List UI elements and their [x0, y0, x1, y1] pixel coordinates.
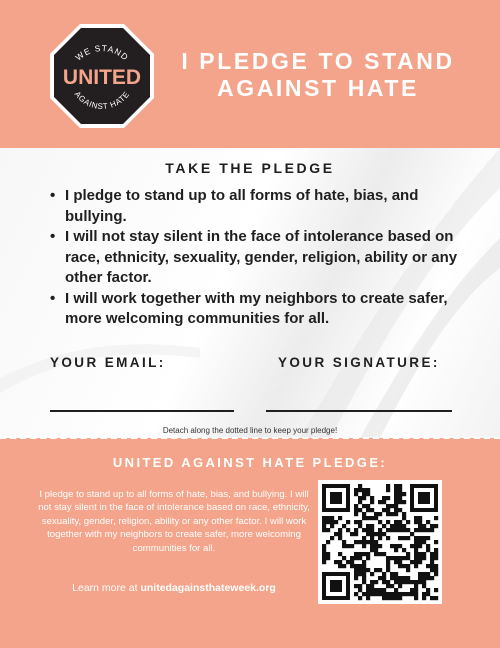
detach-note: Detach along the dotted line to keep your pledge!: [162, 426, 338, 435]
title-line-2: AGAINST HATE: [217, 75, 419, 101]
detach-dotted-line: [0, 437, 500, 439]
card-title: UNITED AGAINST HATE PLEDGE:: [112, 455, 388, 470]
united-logo-octagon: [48, 22, 156, 130]
email-field[interactable]: [50, 410, 234, 412]
qr-code-icon[interactable]: [318, 480, 442, 604]
signature-label: YOUR SIGNATURE:: [278, 355, 440, 370]
learn-more-prefix: Learn more at: [72, 582, 141, 594]
logo-bottom-text: AGAINST HATE: [72, 89, 132, 112]
pledge-card: [0, 440, 500, 648]
learn-more: [38, 582, 310, 594]
signature-field[interactable]: [266, 410, 452, 412]
page-title: [168, 48, 468, 102]
pledge-item: • I will not stay silent in the face of intolerance based on race, ethnicity, sexuality, gender, religion, ability or any other factor.: [48, 227, 468, 289]
logo-main-text: UNITED: [62, 66, 142, 89]
card-text: I pledge to stand up to all forms of hate, bias, and bullying. I will not stay silent in the face of intolerance based on race, ethnicity, sexuality, gender, religion, ability or any other factor. I will work together with my neighbors to create safer, more welcoming communities for all.: [38, 489, 310, 554]
header-banner: [0, 0, 500, 148]
pledge-list: [48, 186, 468, 330]
email-label: YOUR EMAIL:: [50, 355, 166, 370]
title-line-1: I PLEDGE TO STAND: [181, 48, 455, 74]
website-link[interactable]: unitedagainsthateweek.org: [140, 582, 276, 594]
pledge-section: [0, 148, 500, 438]
pledge-item: • I will work together with my neighbors to create safer, more welcoming communities for all.: [48, 289, 468, 330]
pledge-heading: TAKE THE PLEDGE: [165, 160, 335, 176]
logo-top-text: WE STAND: [73, 43, 131, 63]
pledge-item: • I pledge to stand up to all forms of hate, bias, and bullying.: [48, 186, 468, 227]
